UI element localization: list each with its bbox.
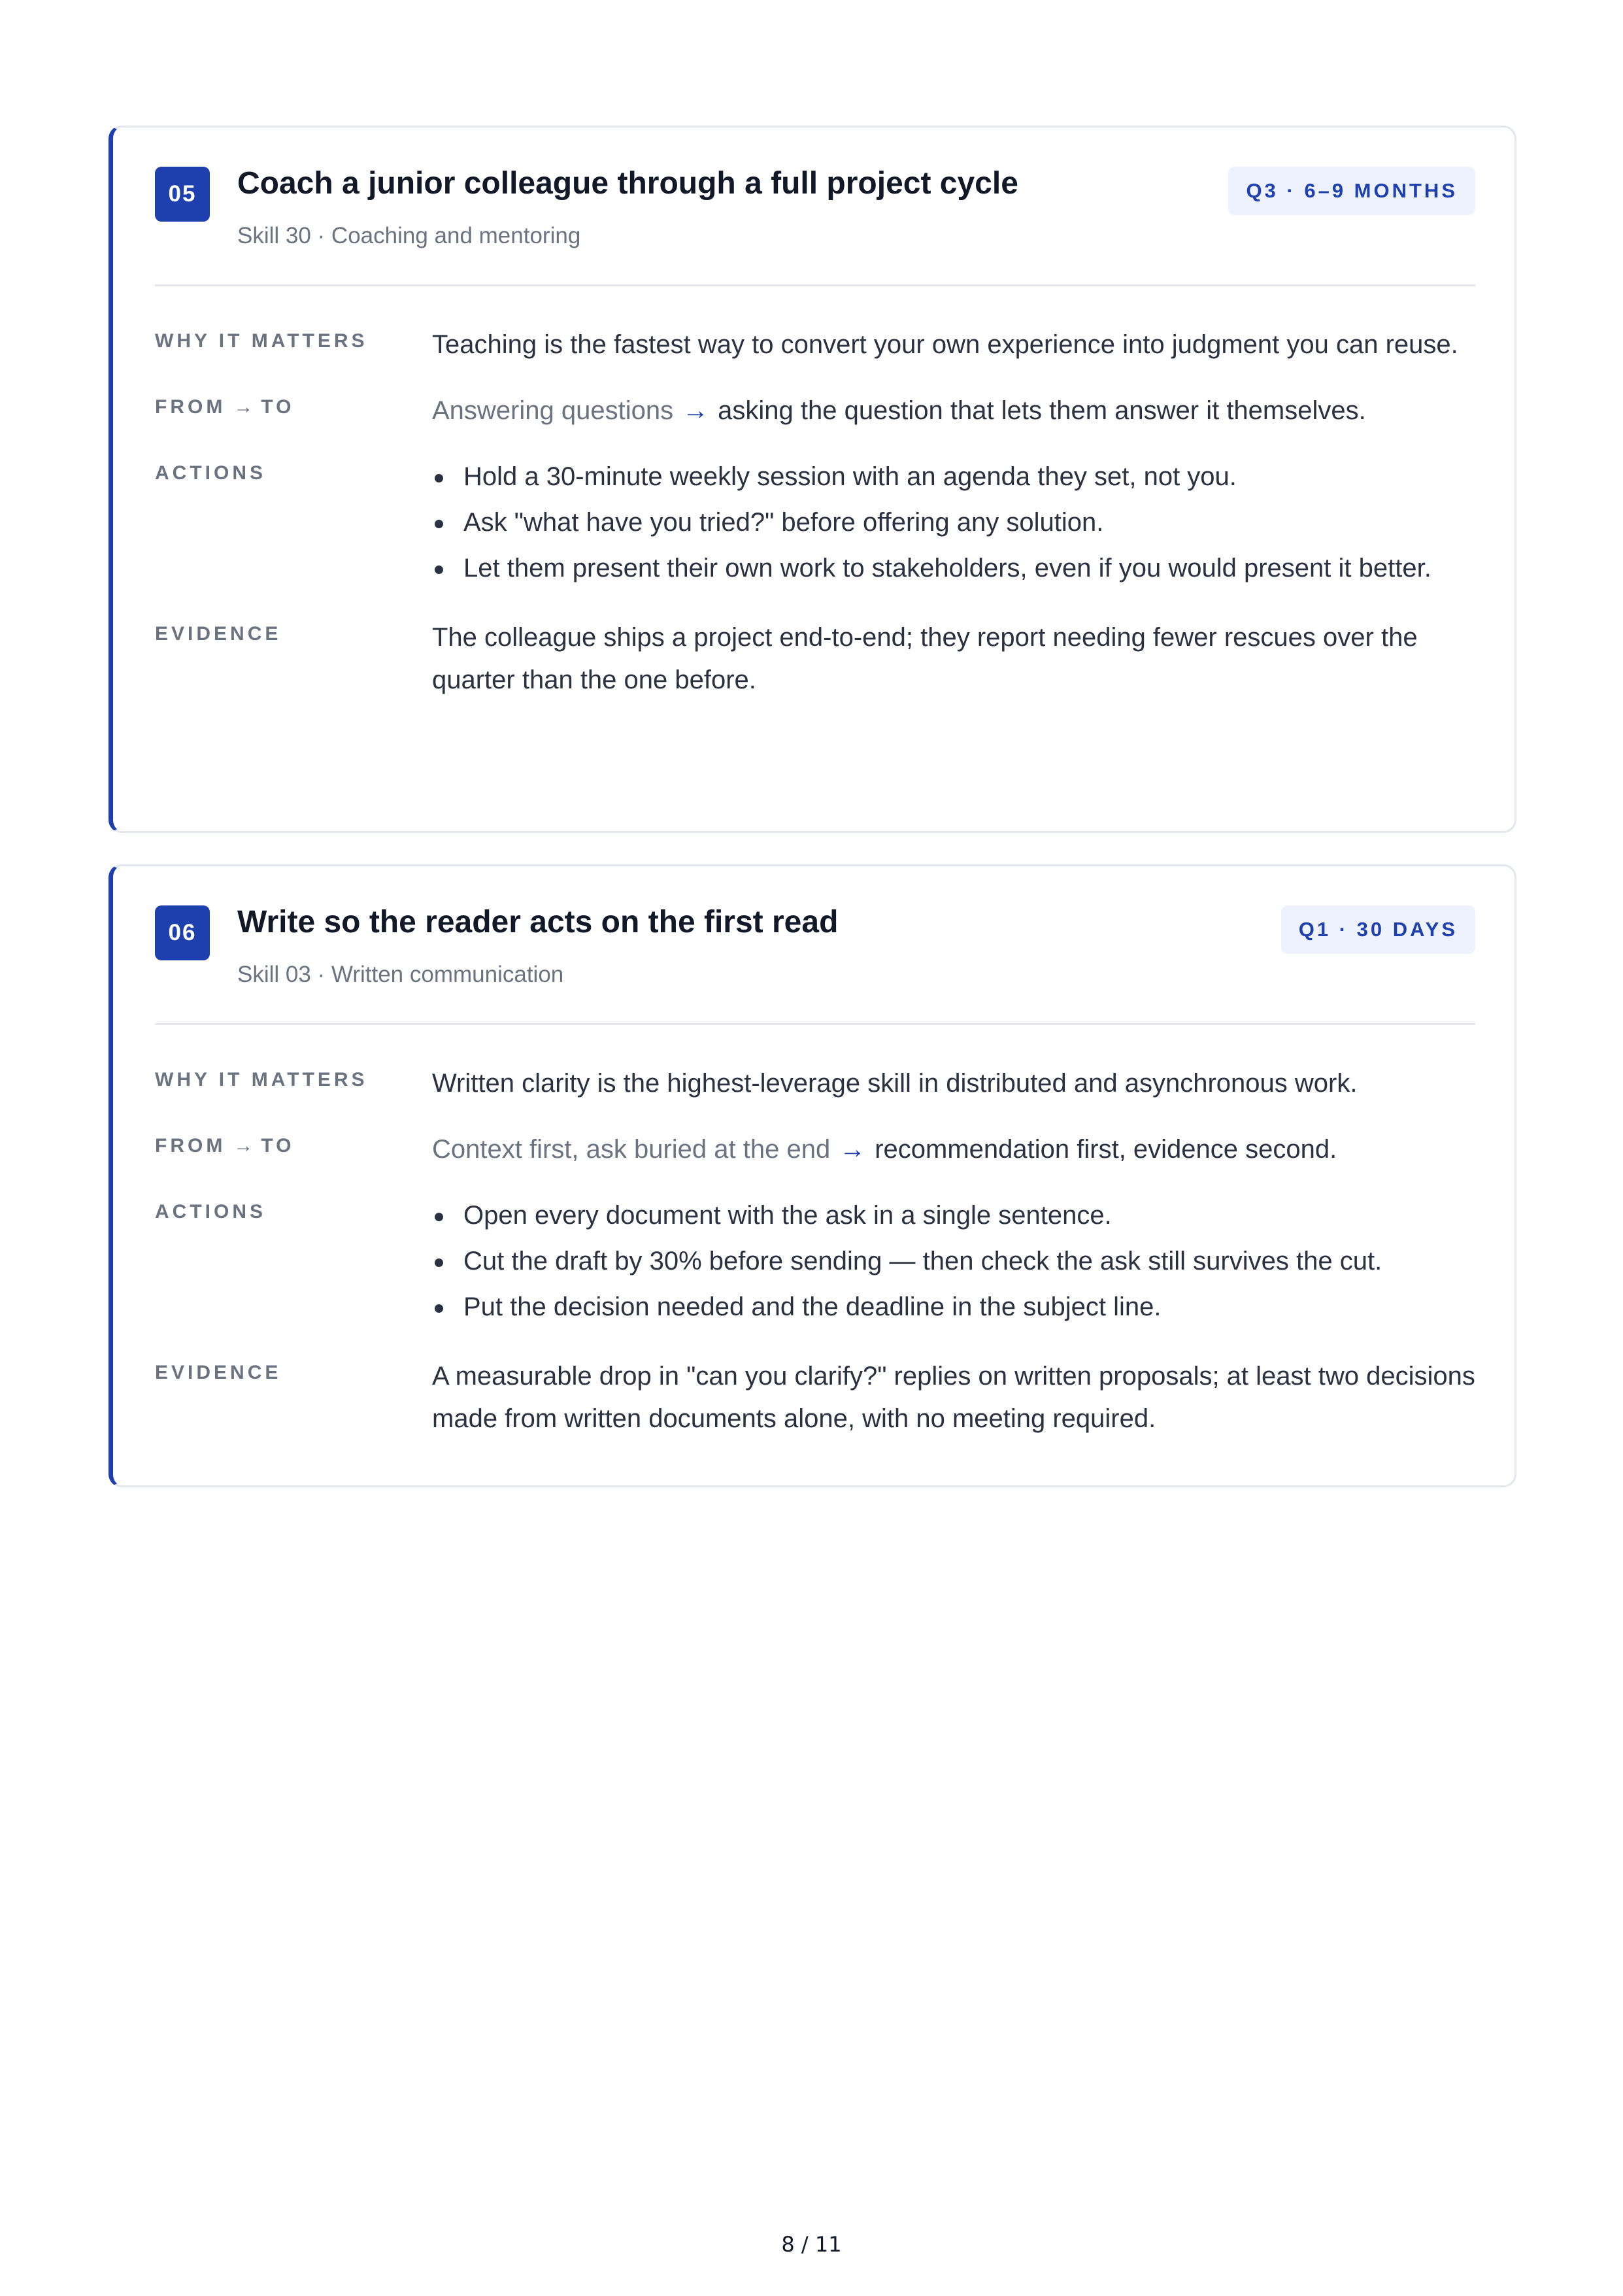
why-label: WHY IT MATTERS: [155, 1069, 368, 1090]
evidence-value: A measurable drop in "can you clarify?" replies on written proposals; at least two decisions made from written documents alone, with no meeting required.: [432, 1362, 1475, 1433]
why-value: Teaching is the fastest way to convert your own experience into judgment you can reuse.: [432, 330, 1458, 359]
actions-value: [432, 456, 1475, 593]
action-item: Hold a 30-minute weekly session with an agenda they set, not you.: [432, 456, 1475, 498]
why-value: Written clarity is the highest-leverage skill in distributed and asynchronous work.: [432, 1069, 1358, 1098]
row-actions: [155, 1194, 1475, 1332]
evidence-label: EVIDENCE: [155, 623, 282, 645]
card-number-badge: 05: [155, 167, 210, 222]
action-item: Ask "what have you tried?" before offering any solution.: [432, 501, 1475, 544]
skill-card: [109, 126, 1516, 833]
row-from-to: [155, 1128, 1475, 1171]
row-actions: [155, 456, 1475, 593]
header-divider: [155, 284, 1475, 286]
from-label: FROM: [155, 396, 226, 418]
evidence-label: EVIDENCE: [155, 1362, 282, 1383]
row-from-to: [155, 390, 1475, 432]
card-rows: [155, 1062, 1475, 1464]
card-rows: [155, 324, 1475, 725]
card-subtitle: Skill 03 · Written communication: [237, 962, 564, 987]
to-label: TO: [261, 396, 295, 418]
actions-value: [432, 1194, 1475, 1332]
row-evidence: [155, 616, 1475, 701]
arrow-icon: →: [682, 396, 709, 425]
timeframe-badge: Q3 · 6–9 MONTHS: [1228, 167, 1475, 215]
from-to-label: [155, 1128, 432, 1171]
from-text: Context first, ask buried at the end: [432, 1135, 831, 1164]
card-number-badge: 06: [155, 905, 210, 960]
page-number: 8 / 11: [781, 2232, 842, 2257]
row-why: [155, 324, 1475, 366]
timeframe-badge: Q1 · 30 DAYS: [1281, 905, 1475, 954]
card-subtitle: Skill 30 · Coaching and mentoring: [237, 223, 581, 248]
label-arrow-icon: →: [233, 396, 254, 418]
action-item: Put the decision needed and the deadline in the subject line.: [432, 1286, 1475, 1328]
action-item: Open every document with the ask in a single sentence.: [432, 1194, 1475, 1237]
card-title: Coach a junior colleague through a full project cycle: [237, 166, 1018, 201]
from-label: FROM: [155, 1135, 226, 1156]
to-label: TO: [261, 1135, 295, 1156]
from-to-label: [155, 390, 432, 432]
label-arrow-icon: →: [233, 1135, 254, 1156]
action-item: Cut the draft by 30% before sending — then check the ask still survives the cut.: [432, 1240, 1475, 1283]
skill-card: [109, 864, 1516, 1487]
to-text: recommendation first, evidence second.: [875, 1135, 1337, 1164]
actions-list: [432, 1194, 1475, 1328]
action-item: Let them present their own work to stakeholders, even if you would present it better.: [432, 547, 1475, 590]
from-text: Answering questions: [432, 396, 674, 425]
to-text: asking the question that lets them answer it themselves.: [718, 396, 1366, 425]
card-title: Write so the reader acts on the first read: [237, 905, 839, 939]
why-label: WHY IT MATTERS: [155, 330, 368, 352]
actions-list: [432, 456, 1475, 590]
actions-label: ACTIONS: [155, 462, 266, 484]
evidence-value: The colleague ships a project end-to-end; they report needing fewer rescues over the quarter than the one before.: [432, 623, 1418, 694]
row-why: [155, 1062, 1475, 1105]
row-evidence: [155, 1355, 1475, 1440]
arrow-icon: →: [839, 1135, 866, 1164]
actions-label: ACTIONS: [155, 1201, 266, 1223]
header-divider: [155, 1023, 1475, 1025]
card-header: [113, 127, 1514, 288]
card-header: [113, 866, 1514, 1026]
from-to-value: [432, 1128, 1475, 1171]
from-to-value: [432, 390, 1475, 432]
